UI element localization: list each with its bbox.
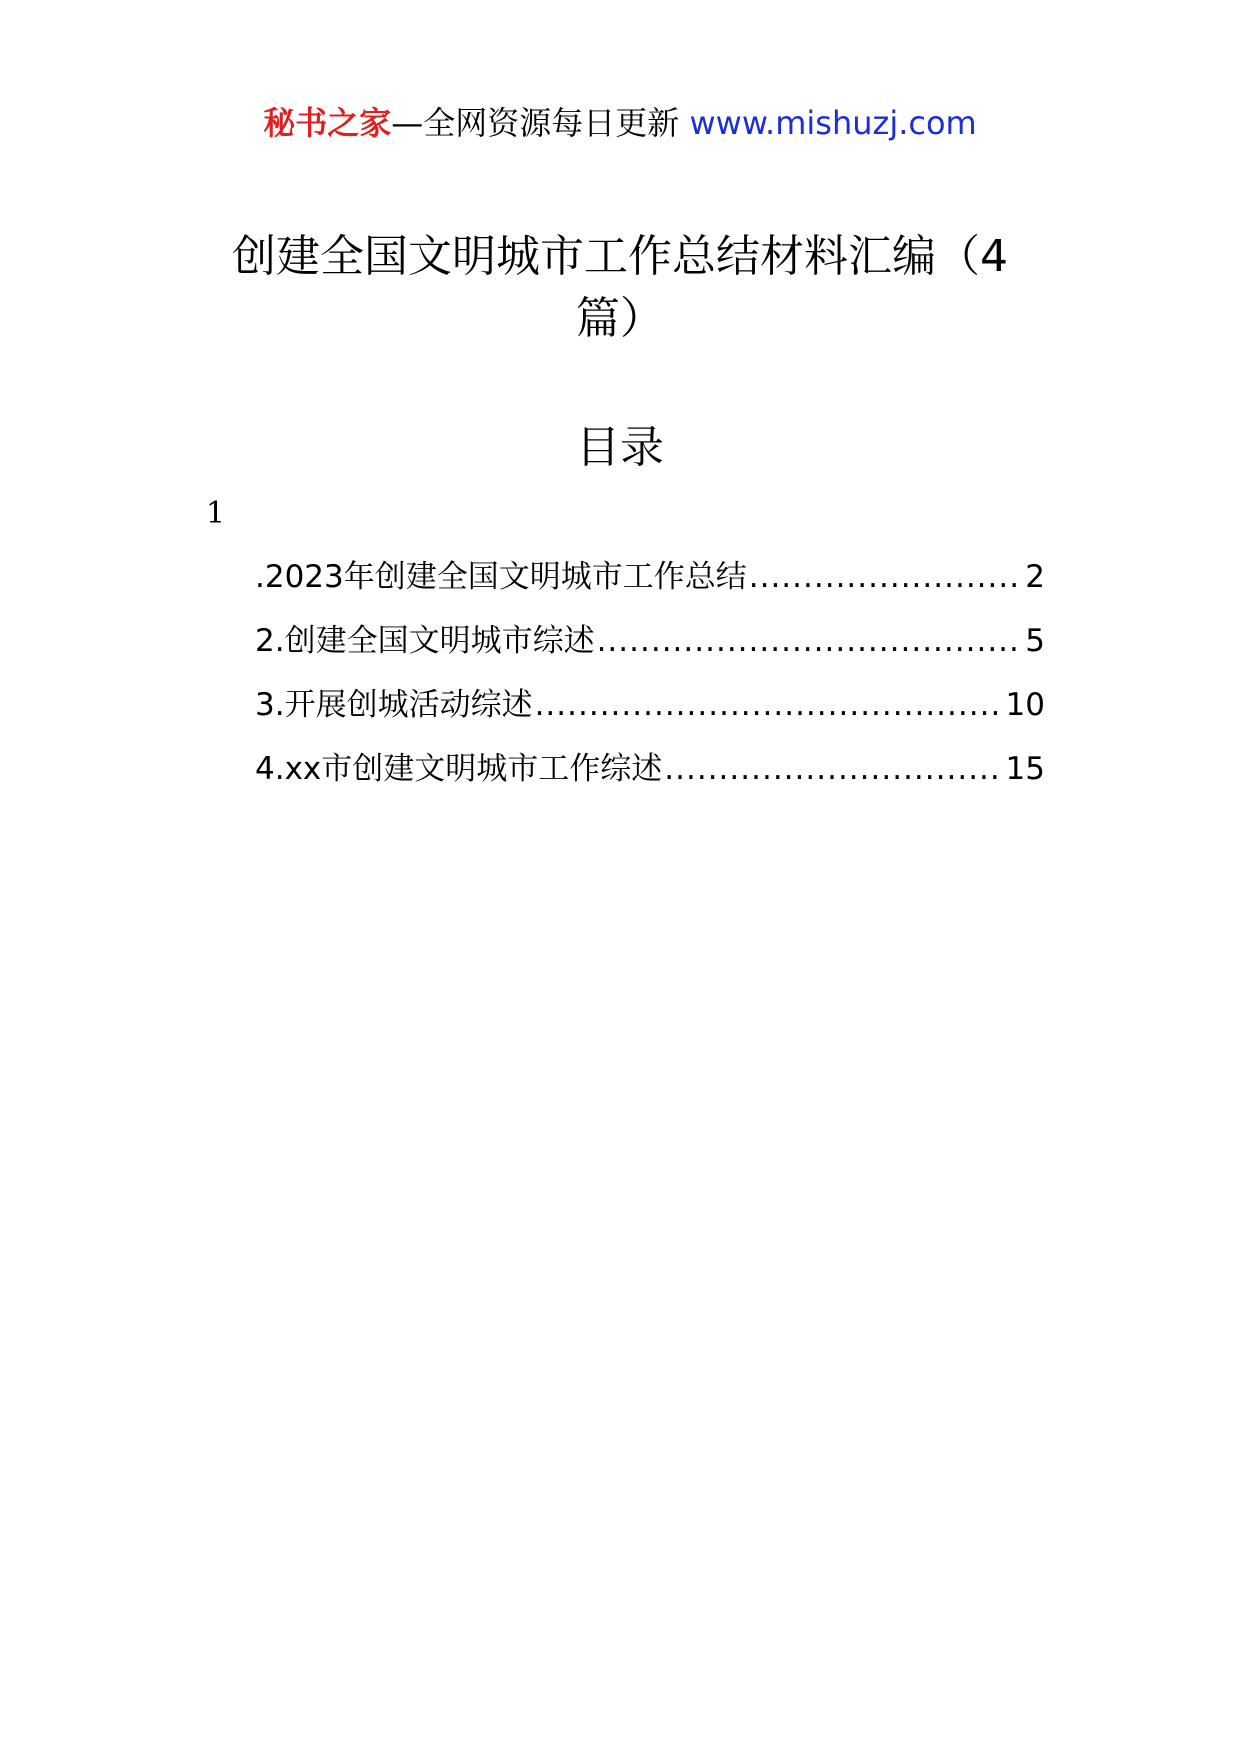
- toc-entry-page: 10: [1005, 687, 1045, 723]
- site-url-link[interactable]: www.mishuzj.com: [689, 104, 977, 142]
- toc-entry-label: .2023年创建全国文明城市工作总结: [255, 559, 747, 595]
- toc-dot-leader: [597, 619, 1024, 663]
- table-of-contents: [255, 555, 1045, 811]
- toc-dot-leader: [664, 747, 1003, 791]
- document-title: [190, 226, 1050, 350]
- brand-name: 秘书之家: [263, 104, 392, 142]
- document-title-line-1: 创建全国文明城市工作总结材料汇编（4: [232, 231, 1008, 282]
- document-title-line-2: 篇）: [576, 293, 664, 344]
- header-dash: —: [391, 104, 424, 142]
- toc-entry-1[interactable]: [255, 555, 1045, 619]
- toc-entry-3[interactable]: [255, 683, 1045, 747]
- toc-entry-page: 15: [1005, 751, 1045, 787]
- header-slogan: 全网资源每日更新: [423, 104, 680, 142]
- toc-entry-4[interactable]: [255, 747, 1045, 811]
- toc-entry-page: 5: [1025, 623, 1045, 659]
- toc-entry-2[interactable]: [255, 619, 1045, 683]
- toc-dot-leader: [535, 683, 1004, 727]
- toc-entry-label: 2.创建全国文明城市综述: [255, 623, 595, 659]
- toc-dot-leader: [749, 555, 1024, 599]
- toc-entry-page: 2: [1025, 559, 1045, 595]
- stray-number: 1: [206, 496, 226, 531]
- toc-entry-label: 3.开展创城活动综述: [255, 687, 533, 723]
- toc-entry-label: 4.xx市创建文明城市工作综述: [255, 751, 663, 787]
- toc-heading: 目录: [576, 422, 664, 473]
- site-header: [0, 100, 1240, 146]
